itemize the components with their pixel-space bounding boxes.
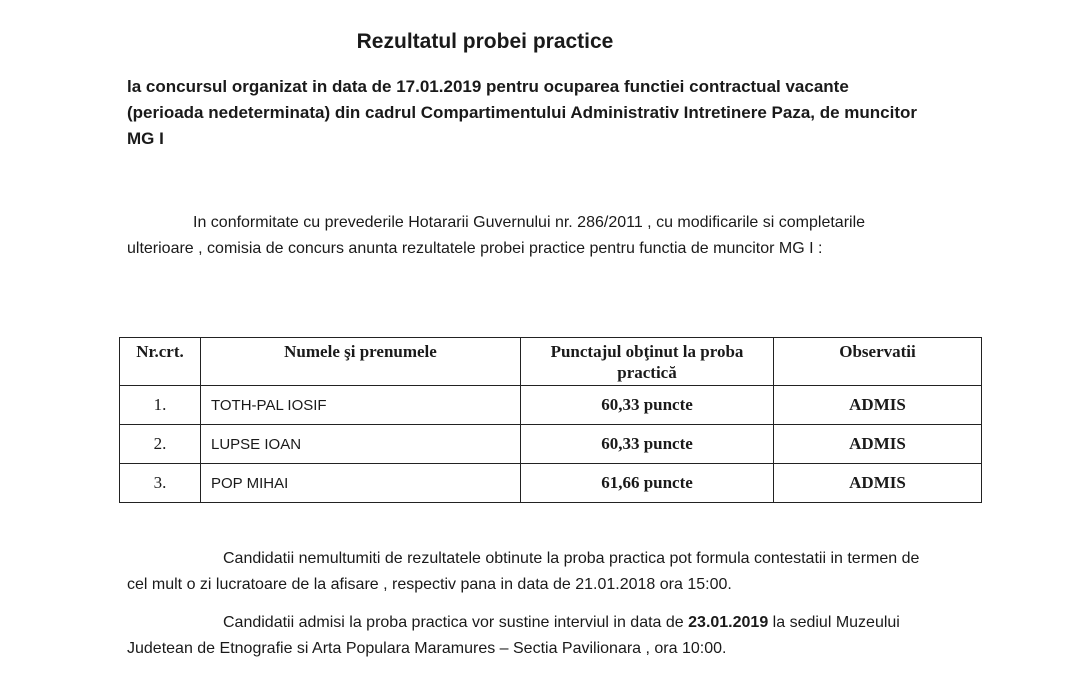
row-name: POP MIHAI <box>201 464 521 503</box>
interview-date: 23.01.2019 <box>688 614 769 631</box>
row-score: 60,33 puncte <box>521 386 774 425</box>
interview-text-before: Candidatii admisi la proba practica vor sustine interviul in data de <box>223 614 689 631</box>
row-observation: ADMIS <box>774 386 982 425</box>
table-row <box>120 464 982 503</box>
intro-paragraph <box>127 210 887 262</box>
row-nr: 2. <box>120 425 201 464</box>
document-subtitle: la concursul organizat in data de 17.01.2019 pentru ocuparea functiei contractual vacante (perioada nedeterminata) din cadrul Compartimentului Administrativ Intretinere Paza, de muncitor MG I <box>127 77 918 148</box>
document-title: Rezultatul probei practice <box>356 30 614 53</box>
interview-text-after: la sediul Muzeului Judetean de Etnografie si Arta Populara Maramures – Sectia Pavilionara , ora 10:00. <box>127 614 900 657</box>
header-observations: Observatii <box>774 338 982 386</box>
row-observation: ADMIS <box>774 425 982 464</box>
table-header-row <box>120 338 982 386</box>
appeal-text: Candidatii nemultumiti de rezultatele obtinute la proba practica pot formula contestatii in termen de cel mult o zi lucratoare de la afisare , respectiv pana in data de 21.01.2018 ora 15:00. <box>127 550 920 593</box>
table-row <box>120 386 982 425</box>
appeal-paragraph <box>127 546 927 598</box>
header-nr: Nr.crt. <box>120 338 201 386</box>
row-nr: 1. <box>120 386 201 425</box>
table-row <box>120 425 982 464</box>
results-table <box>119 337 982 503</box>
row-nr: 3. <box>120 464 201 503</box>
row-observation: ADMIS <box>774 464 982 503</box>
row-name: TOTH-PAL IOSIF <box>201 386 521 425</box>
row-score: 60,33 puncte <box>521 425 774 464</box>
interview-paragraph <box>127 610 927 662</box>
row-score: 61,66 puncte <box>521 464 774 503</box>
row-name: LUPSE IOAN <box>201 425 521 464</box>
intro-text: In conformitate cu prevederile Hotararii Guvernului nr. 286/2011 , cu modificarile si completarile ulterioare , comisia de concurs anunta rezultatele probei practice pentru functia de muncitor MG I : <box>127 214 866 257</box>
header-score: Punctajul obţinut la proba practică <box>521 338 774 386</box>
header-name: Numele şi prenumele <box>201 338 521 386</box>
